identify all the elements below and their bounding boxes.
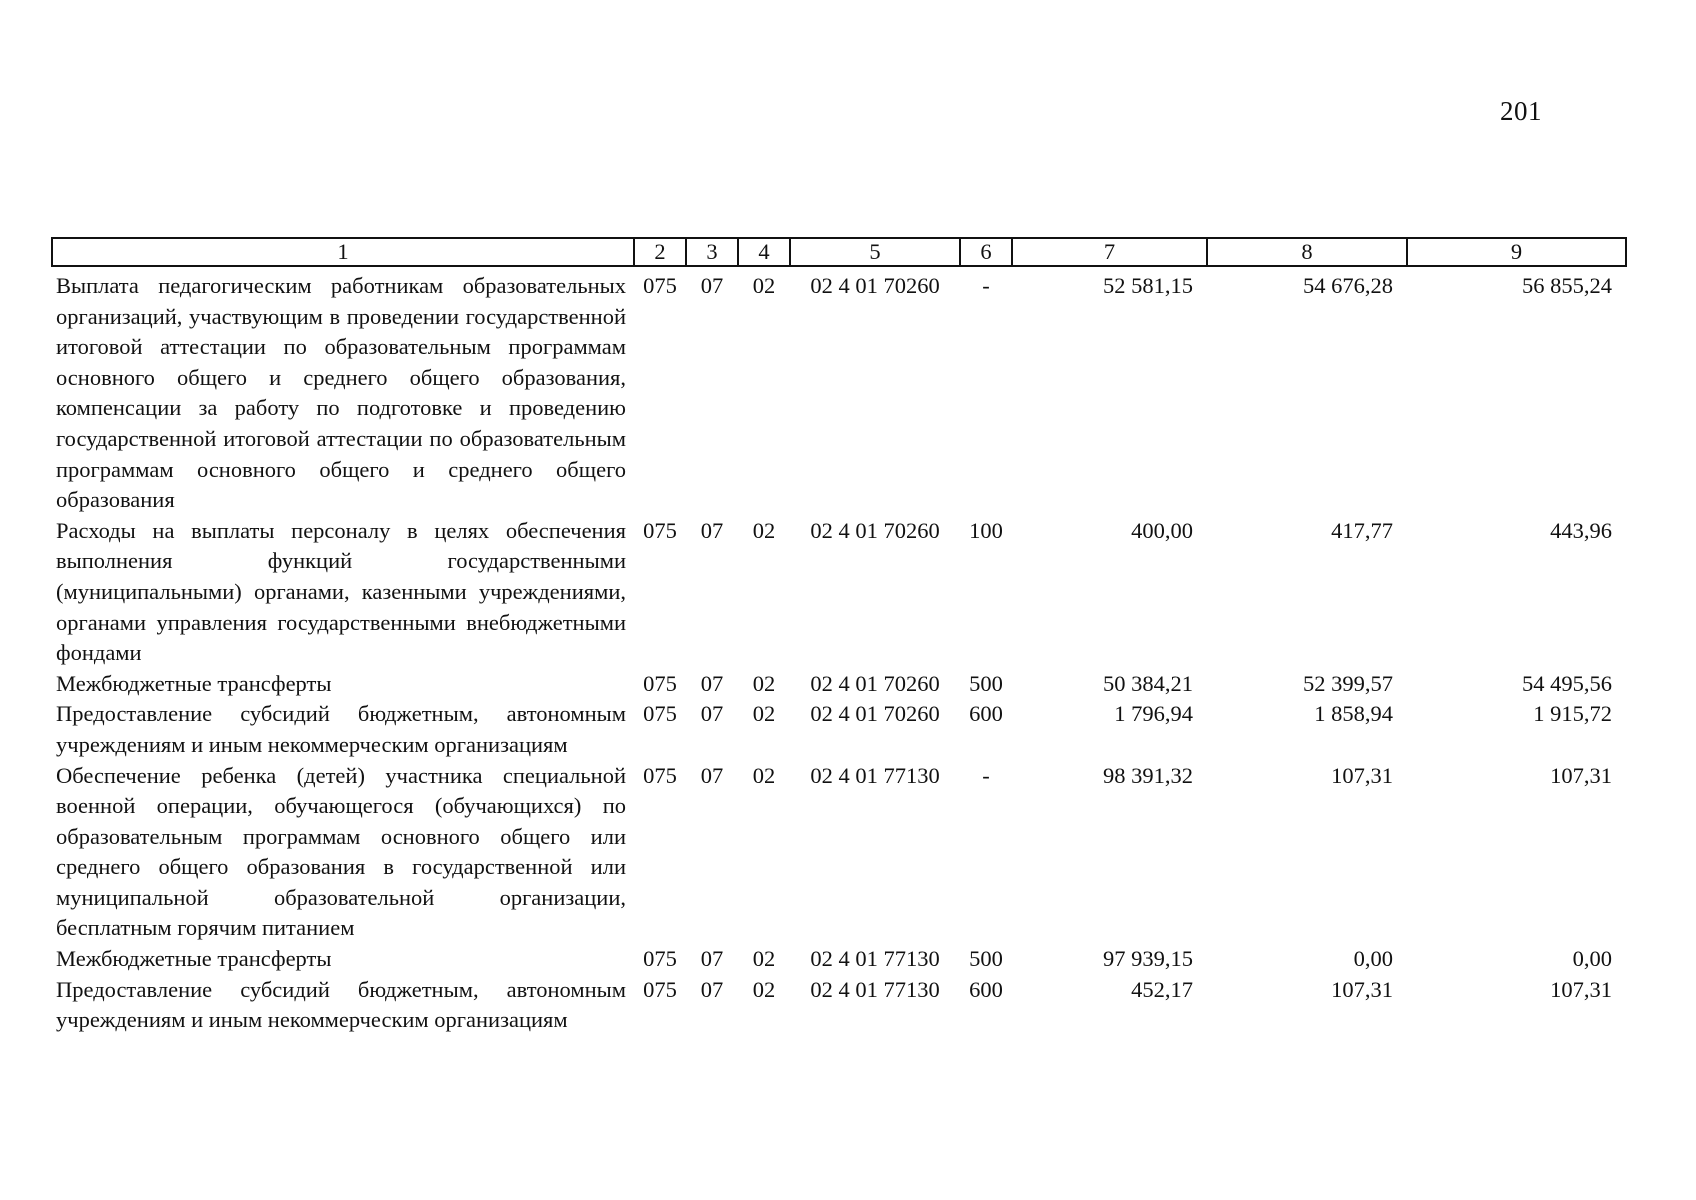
- column-number: 4: [738, 238, 790, 266]
- expense-name: Расходы на выплаты персоналу в целях обеспечения выполнения функций государственными (муниципальными) органами, казенными учреждениями, органами управления государственными внебюджетными фондами: [56, 517, 626, 666]
- column-number-header: [52, 238, 1626, 266]
- ministry-code: 075: [643, 670, 677, 696]
- table-row: [52, 699, 1626, 760]
- subsection-code: 02: [752, 762, 776, 788]
- table-row: [52, 975, 1626, 1036]
- ministry-code: 075: [643, 517, 677, 543]
- expense-name: Предоставление субсидий бюджетным, автономным учреждениям и иным некоммерческим организациям: [56, 976, 626, 1033]
- expense-name: Выплата педагогическим работникам образовательных организаций, участвующим в проведении государственной итоговой аттестации по образовательным программам основного общего и среднего общего образования, компенсации за работу по подготовке и проведению государственной итоговой аттестации по образовательным программам основного общего и среднего общего образования: [56, 273, 626, 513]
- ministry-code: 075: [643, 976, 677, 1002]
- expense-name: Межбюджетные трансферты: [56, 946, 332, 972]
- amount-column-7: 98 391,32: [1103, 762, 1193, 788]
- column-number: 2: [634, 238, 686, 266]
- amount-column-7: 52 581,15: [1103, 273, 1193, 298]
- section-code: 07: [700, 670, 724, 696]
- amount-column-8: 1 858,94: [1314, 701, 1393, 727]
- amount-column-8: 0,00: [1353, 946, 1393, 972]
- column-number: 8: [1207, 238, 1407, 266]
- subsection-code: 02: [752, 701, 776, 727]
- amount-column-7: 452,17: [1131, 976, 1193, 1002]
- amount-column-9: 107,31: [1550, 976, 1612, 1002]
- amount-column-8: 54 676,28: [1303, 273, 1393, 298]
- target-article-code: 02 4 01 77130: [810, 762, 940, 788]
- amount-column-8: 107,31: [1331, 976, 1393, 1002]
- expense-type-code: -: [982, 273, 990, 298]
- expense-type-code: 600: [969, 701, 1003, 727]
- amount-column-7: 1 796,94: [1114, 701, 1193, 727]
- ministry-code: 075: [643, 701, 677, 727]
- section-code: 07: [700, 976, 724, 1002]
- section-code: 07: [700, 273, 724, 298]
- target-article-code: 02 4 01 70260: [810, 670, 940, 696]
- expense-name: Межбюджетные трансферты: [56, 670, 332, 696]
- expense-type-code: 500: [969, 670, 1003, 696]
- target-article-code: 02 4 01 70260: [810, 701, 940, 727]
- amount-column-9: 107,31: [1550, 762, 1612, 788]
- subsection-code: 02: [752, 670, 776, 696]
- section-code: 07: [700, 517, 724, 543]
- table-row: [52, 944, 1626, 975]
- table-row: [52, 669, 1626, 700]
- subsection-code: 02: [752, 976, 776, 1002]
- budget-table: [51, 237, 1627, 1036]
- amount-column-7: 50 384,21: [1103, 670, 1193, 696]
- subsection-code: 02: [752, 273, 776, 298]
- expense-type-code: 600: [969, 976, 1003, 1002]
- amount-column-8: 417,77: [1331, 517, 1393, 543]
- table-row: [52, 516, 1626, 669]
- subsection-code: 02: [752, 517, 776, 543]
- amount-column-8: 52 399,57: [1303, 670, 1393, 696]
- amount-column-9: 0,00: [1572, 946, 1612, 972]
- section-code: 07: [700, 701, 724, 727]
- amount-column-9: 54 495,56: [1522, 670, 1612, 696]
- column-number: 7: [1012, 238, 1207, 266]
- target-article-code: 02 4 01 77130: [810, 946, 940, 972]
- subsection-code: 02: [752, 946, 776, 972]
- table-row: [52, 266, 1626, 516]
- column-number: 3: [686, 238, 738, 266]
- ministry-code: 075: [643, 946, 677, 972]
- table-row: [52, 761, 1626, 945]
- ministry-code: 075: [643, 273, 677, 298]
- amount-column-9: 443,96: [1550, 517, 1612, 543]
- amount-column-7: 400,00: [1131, 517, 1193, 543]
- amount-column-9: 1 915,72: [1533, 701, 1612, 727]
- column-number: 5: [790, 238, 960, 266]
- expense-type-code: 500: [969, 946, 1003, 972]
- amount-column-7: 97 939,15: [1103, 946, 1193, 972]
- target-article-code: 02 4 01 70260: [810, 273, 940, 298]
- amount-column-9: 56 855,24: [1522, 273, 1612, 298]
- section-code: 07: [700, 946, 724, 972]
- expense-type-code: 100: [969, 517, 1003, 543]
- target-article-code: 02 4 01 77130: [810, 976, 940, 1002]
- ministry-code: 075: [643, 762, 677, 788]
- column-number: 1: [52, 238, 634, 266]
- page-number: 201: [1500, 96, 1542, 126]
- target-article-code: 02 4 01 70260: [810, 517, 940, 543]
- section-code: 07: [700, 762, 724, 788]
- expense-name: Предоставление субсидий бюджетным, автономным учреждениям и иным некоммерческим организациям: [56, 701, 626, 757]
- expense-type-code: -: [982, 762, 990, 788]
- expense-name: Обеспечение ребенка (детей) участника специальной военной операции, обучающегося (обучающихся) по образовательным программам основного общего или среднего общего образования в государственной или муниципальной образовательной организации, бесплатным горячим питанием: [56, 762, 626, 941]
- amount-column-8: 107,31: [1331, 762, 1393, 788]
- column-number: 9: [1407, 238, 1626, 266]
- column-number: 6: [960, 238, 1012, 266]
